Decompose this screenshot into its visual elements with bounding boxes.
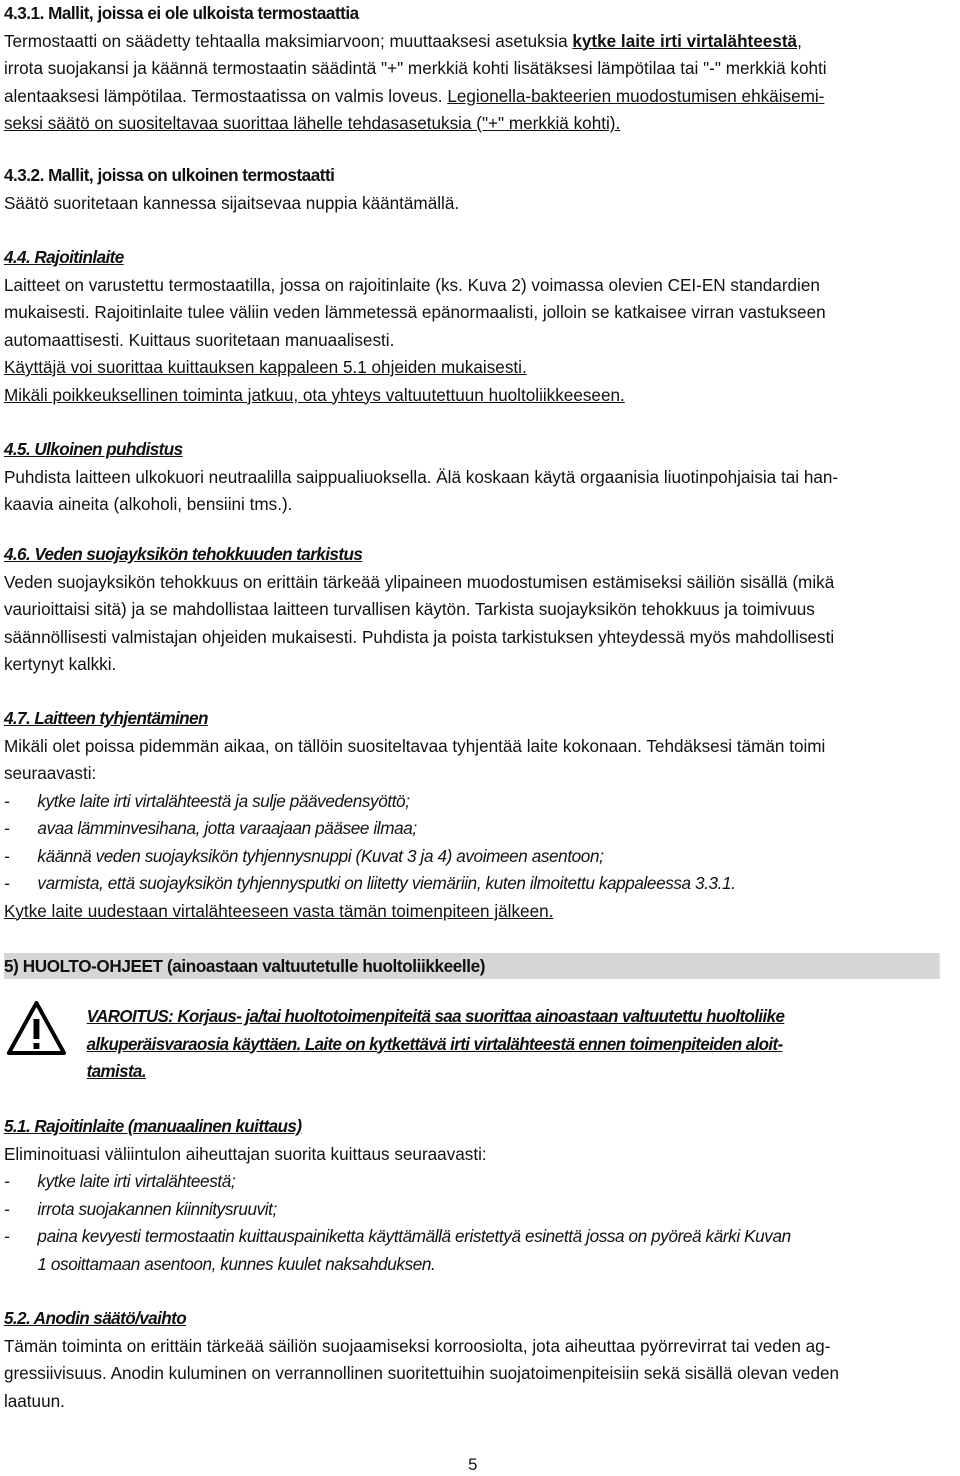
paragraph-line: automaattisesti. Kuittaus suoritetaan manuaalisesti.	[3, 329, 395, 350]
paragraph-line: Mikäli poikkeuksellinen toiminta jatkuu, ota yhteys valtuutettuun huoltoliikkeeseen.	[3, 384, 625, 405]
list-item: - käännä veden suojayksikön tyhjennysnuppi (Kuvat 3 ja 4) avoimeen asentoon;	[3, 845, 604, 866]
section-title: 4.3.1. Mallit, joissa ei ole ulkoista termostaattia	[3, 3, 359, 23]
emphasis-text: kytke laite irti virtalähteestä	[572, 30, 798, 51]
section-title: 4.4. Rajoitinlaite	[3, 247, 124, 267]
section-title: 5.2. Anodin säätö/vaihto	[3, 1308, 187, 1328]
list-item: - avaa lämminvesihana, jotta varaajaan pääsee ilmaa;	[3, 818, 417, 838]
paragraph-line: säännöllisesti valmistajan ohjeiden mukaisesti. Puhdista ja poista tarkistuksen yhteydessä myös mahdollisesti	[3, 626, 835, 647]
section-5-2	[4, 1305, 950, 1415]
list-item-continuation: 1 osoittamaan asentoon, kunnes kuulet naksahduksen.	[37, 1253, 436, 1274]
paragraph-line: mukaisesti. Rajoitinlaite tulee väliin veden lämmetessä epänormaalisti, jolloin se katkaisee virran vastukseen	[3, 302, 826, 322]
section-4-7	[4, 705, 950, 925]
section-4-4	[4, 244, 950, 409]
chapter-subtitle: (ainoastaan valtuutetulle huoltoliikkeelle)	[162, 956, 486, 976]
paragraph-line: Kytke laite uudestaan virtalähteeseen vasta tämän toimenpiteen jälkeen.	[3, 900, 554, 921]
list-item: - varmista, että suojayksikön tyhjennysputki on liitetty viemäriin, kuten ilmoitettu kappaleessa 3.3.1.	[3, 873, 736, 893]
paragraph-line: gressiivisuus. Anodin kuluminen on verrannollinen suoritettuihin suojatoimenpiteisiin sekä sisällä olevan veden	[3, 1363, 840, 1383]
paragraph-line: Säätö suoritetaan kannessa sijaitsevaa nuppia kääntämällä.	[3, 192, 460, 213]
list-item: - paina kevyesti termostaatin kuittauspainiketta käyttämällä eristettyä esinettä jossa on pyöreä kärki Kuvan	[3, 1226, 791, 1246]
list-item: - kytke laite irti virtalähteestä;	[3, 1171, 236, 1191]
section-4-5	[4, 436, 950, 519]
paragraph-line: Laitteet on varustettu termostaatilla, jossa on rajoitinlaite (ks. Kuva 2) voimassa olevien CEI-EN standardien	[3, 274, 820, 295]
paragraph-line: Eliminoituasi väliintulon aiheuttajan suorita kuittaus seuraavasti:	[3, 1143, 487, 1164]
paragraph-line: Veden suojayksikön tehokkuus on erittäin tärkeää ylipaineen muodostumisen estämiseksi säiliön sisällä (mikä	[3, 571, 835, 592]
paragraph-line: kertynyt kalkki.	[3, 654, 117, 674]
section-4-6	[4, 541, 950, 679]
section-title: 4.5. Ulkoinen puhdistus	[3, 439, 183, 459]
section-title: 4.3.2. Mallit, joissa on ulkoinen termostaatti	[3, 165, 335, 185]
section-title: 5.1. Rajoitinlaite (manuaalinen kuittaus)	[3, 1116, 302, 1136]
underlined-text: Legionella-bakteerien muodostumisen ehkäisemi-	[447, 85, 825, 106]
paragraph-line: laatuun.	[3, 1390, 65, 1411]
page-number: 5	[468, 1455, 478, 1474]
paragraph-line: Tämän toiminta on erittäin tärkeää säiliön suojaamiseksi korroosiolta, jota aiheuttaa pyörrevirrat tai veden ag-	[3, 1335, 831, 1356]
paragraph-line: seksi säätö on suositeltavaa suorittaa lähelle tehdasasetuksia ("+" merkkiä kohti).	[3, 113, 621, 133]
warning-text: VAROITUS: Korjaus- ja/tai huoltotoimenpiteitä saa suorittaa ainoastaan valtuutettu huoltoliike alkuperäisvaraosia käyttäen. Laite on kytkettävä irti virtalähteestä ennen toimenpiteiden aloit- tamista.	[86, 1006, 785, 1081]
paragraph-line: kaavia aineita (alkoholi, bensiini tms.).	[3, 494, 293, 514]
paragraph-line: vaurioittaisi sitä) ja se mahdollistaa laitteen turvallisen käytön. Tarkista suojayksikön tehokkuus ja toimivuus	[3, 599, 815, 619]
paragraph-line: seuraavasti:	[3, 763, 97, 783]
chapter-title: 5) HUOLTO-OHJEET	[3, 956, 163, 976]
list-item: - kytke laite irti virtalähteestä ja sulje päävedensyöttö;	[3, 790, 410, 811]
paragraph-line: Termostaatti on säädetty tehtaalla maksimiarvoon; muuttaaksesi asetuksia kytke laite irti virtalähteestä,	[3, 30, 802, 51]
section-5-1	[4, 1113, 950, 1278]
paragraph-line: Puhdista laitteen ulkokuori neutraalilla saippualiuoksella. Älä koskaan käytä orgaanisia liuotinpohjaisia tai han-	[3, 466, 839, 487]
section-4-3-1	[4, 0, 950, 138]
section-4-3-2	[4, 162, 950, 217]
list-item: - irrota suojakannen kiinnitysruuvit;	[3, 1198, 277, 1219]
paragraph-line: alentaaksesi lämpötilaa. Termostaatissa on valmis loveus. Legionella-bakteerien muodostumisen ehkäisemi-	[3, 85, 825, 106]
paragraph-line: irrota suojakansi ja käännä termostaatin säädintä "+" merkkiä kohti lisätäksesi lämpötilaa tai "-" merkkiä kohti	[3, 58, 827, 78]
chapter-banner	[4, 953, 940, 979]
warning-triangle-icon	[6, 1000, 67, 1056]
section-title: 4.6. Veden suojayksikön tehokkuuden tarkistus	[3, 544, 363, 564]
section-title: 4.7. Laitteen tyhjentäminen	[3, 708, 208, 728]
paragraph-line: Mikäli olet poissa pidemmän aikaa, on tällöin suositeltavaa tyhjentää laite kokonaan. Tehdäksesi tämän toimi	[3, 735, 826, 756]
paragraph-line: Käyttäjä voi suorittaa kuittauksen kappaleen 5.1 ohjeiden mukaisesti.	[3, 357, 527, 377]
